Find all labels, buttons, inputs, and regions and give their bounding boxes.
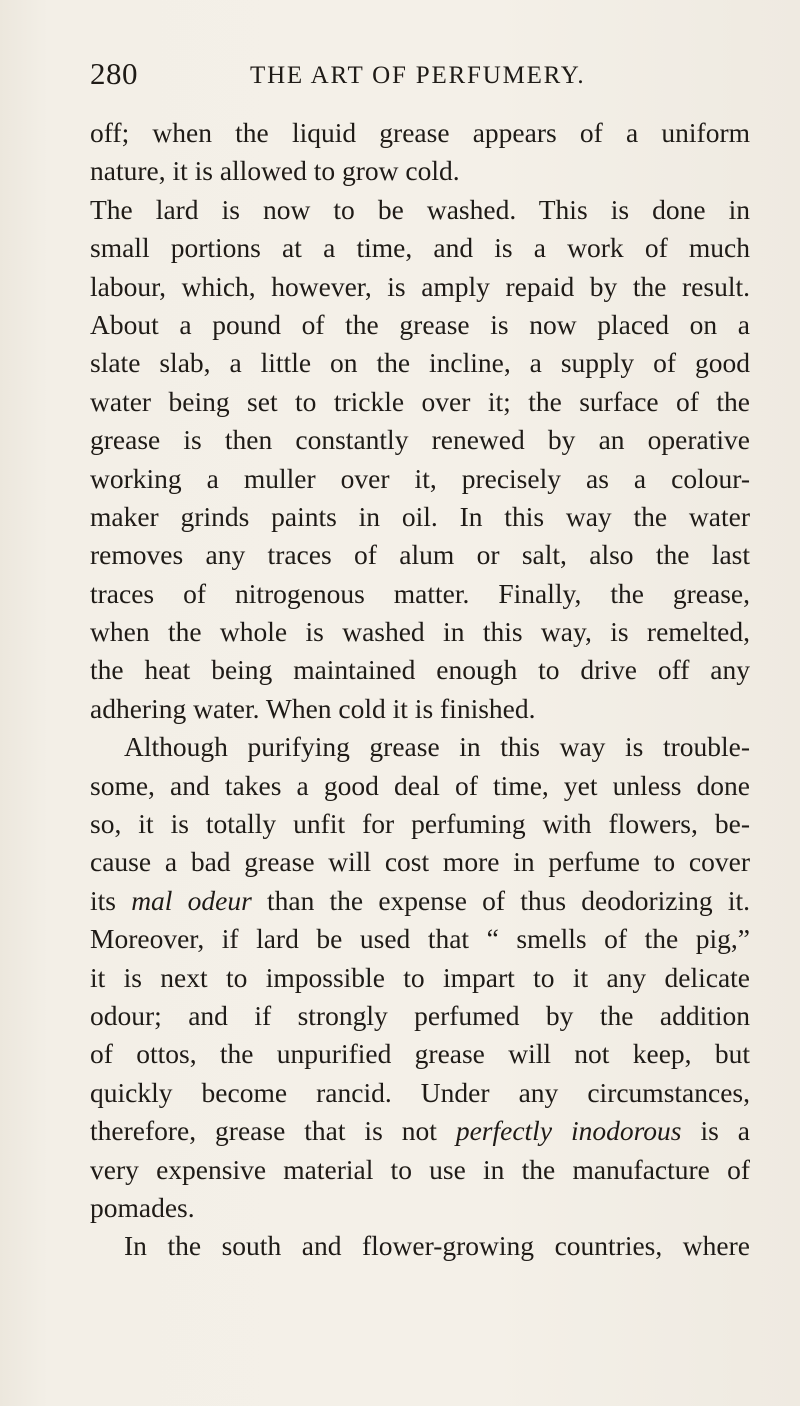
text-run: adhering water. When cold it is finished. (90, 692, 536, 724)
text-run: working a muller over it, precisely as a colour- (90, 462, 750, 494)
text-line (90, 651, 750, 689)
text-line (90, 191, 750, 229)
text-run: In the south and flower-growing countries, where (124, 1230, 750, 1262)
text-line (90, 498, 750, 536)
text-line (90, 1151, 750, 1189)
text-run: the heat being maintained enough to drive off any (90, 654, 750, 686)
text-run: of ottos, the unpurified grease will not keep, but (90, 1038, 750, 1070)
text-run: cause a bad grease will cost more in perfume to cover (90, 846, 750, 878)
text-run: is a (681, 1115, 750, 1147)
italic-text: mal odeur (131, 884, 252, 916)
text-run: off; when the liquid grease appears of a uniform (90, 117, 750, 148)
text-run: than the expense of thus deodorizing it. (251, 884, 750, 916)
text-line (90, 268, 750, 306)
running-head: THE ART OF PERFUMERY. (250, 62, 586, 89)
text-line (90, 1035, 750, 1073)
page-number: 280 (90, 56, 138, 91)
text-line (90, 1189, 750, 1227)
text-line (90, 575, 750, 613)
page-header (90, 54, 750, 98)
text-line (90, 114, 750, 152)
text-run: it is next to impossible to impart to it any delicate (90, 961, 750, 993)
text-run: so, it is totally unfit for perfuming with flowers, be- (90, 808, 750, 840)
text-run: The lard is now to be washed. This is done in (90, 193, 750, 225)
text-line (90, 421, 750, 459)
text-line (90, 843, 750, 881)
italic-text: perfectly inodorous (455, 1115, 682, 1147)
text-line (90, 344, 750, 382)
text-run: some, and takes a good deal of time, yet unless done (90, 769, 750, 801)
body-text (90, 114, 750, 1266)
text-run: grease is then constantly renewed by an operative (90, 424, 750, 456)
text-run: nature, it is allowed to grow cold. (90, 155, 460, 187)
text-run: water being set to trickle over it; the surface of the (90, 385, 750, 417)
text-line (90, 460, 750, 498)
text-run: slate slab, a little on the incline, a supply of good (90, 347, 750, 379)
text-run: when the whole is washed in this way, is remelted, (90, 616, 750, 648)
text-run: traces of nitrogenous matter. Finally, the grease, (90, 577, 750, 609)
text-line (90, 383, 750, 421)
text-line (90, 959, 750, 997)
text-line (90, 882, 750, 920)
text-line (90, 536, 750, 574)
text-run: quickly become rancid. Under any circumstances, (90, 1076, 750, 1108)
text-run: its (90, 884, 132, 916)
text-line (90, 1112, 750, 1150)
text-line (90, 613, 750, 651)
text-line (90, 1074, 750, 1112)
text-line (90, 229, 750, 267)
text-run: therefore, grease that is not (90, 1115, 456, 1147)
text-line (90, 690, 750, 728)
text-run: About a pound of the grease is now placed on a (90, 308, 750, 340)
text-line (90, 767, 750, 805)
text-line (90, 805, 750, 843)
text-line (90, 728, 750, 766)
text-line (90, 306, 750, 344)
text-line (90, 920, 750, 958)
text-line (90, 997, 750, 1035)
text-line (90, 1227, 750, 1265)
text-run: Although purifying grease in this way is trouble- (124, 731, 750, 763)
text-run: removes any traces of alum or salt, also the last (90, 539, 750, 571)
text-run: odour; and if strongly perfumed by the addition (90, 999, 750, 1031)
text-line (90, 152, 750, 190)
text-run: maker grinds paints in oil. In this way the water (90, 500, 750, 532)
text-run: labour, which, however, is amply repaid by the result. (90, 270, 750, 302)
text-run: Moreover, if lard be used that “ smells of the pig,” (90, 923, 750, 955)
text-run: pomades. (90, 1191, 195, 1223)
text-run: very expensive material to use in the manufacture of (90, 1153, 750, 1185)
text-run: small portions at a time, and is a work of much (90, 232, 750, 264)
